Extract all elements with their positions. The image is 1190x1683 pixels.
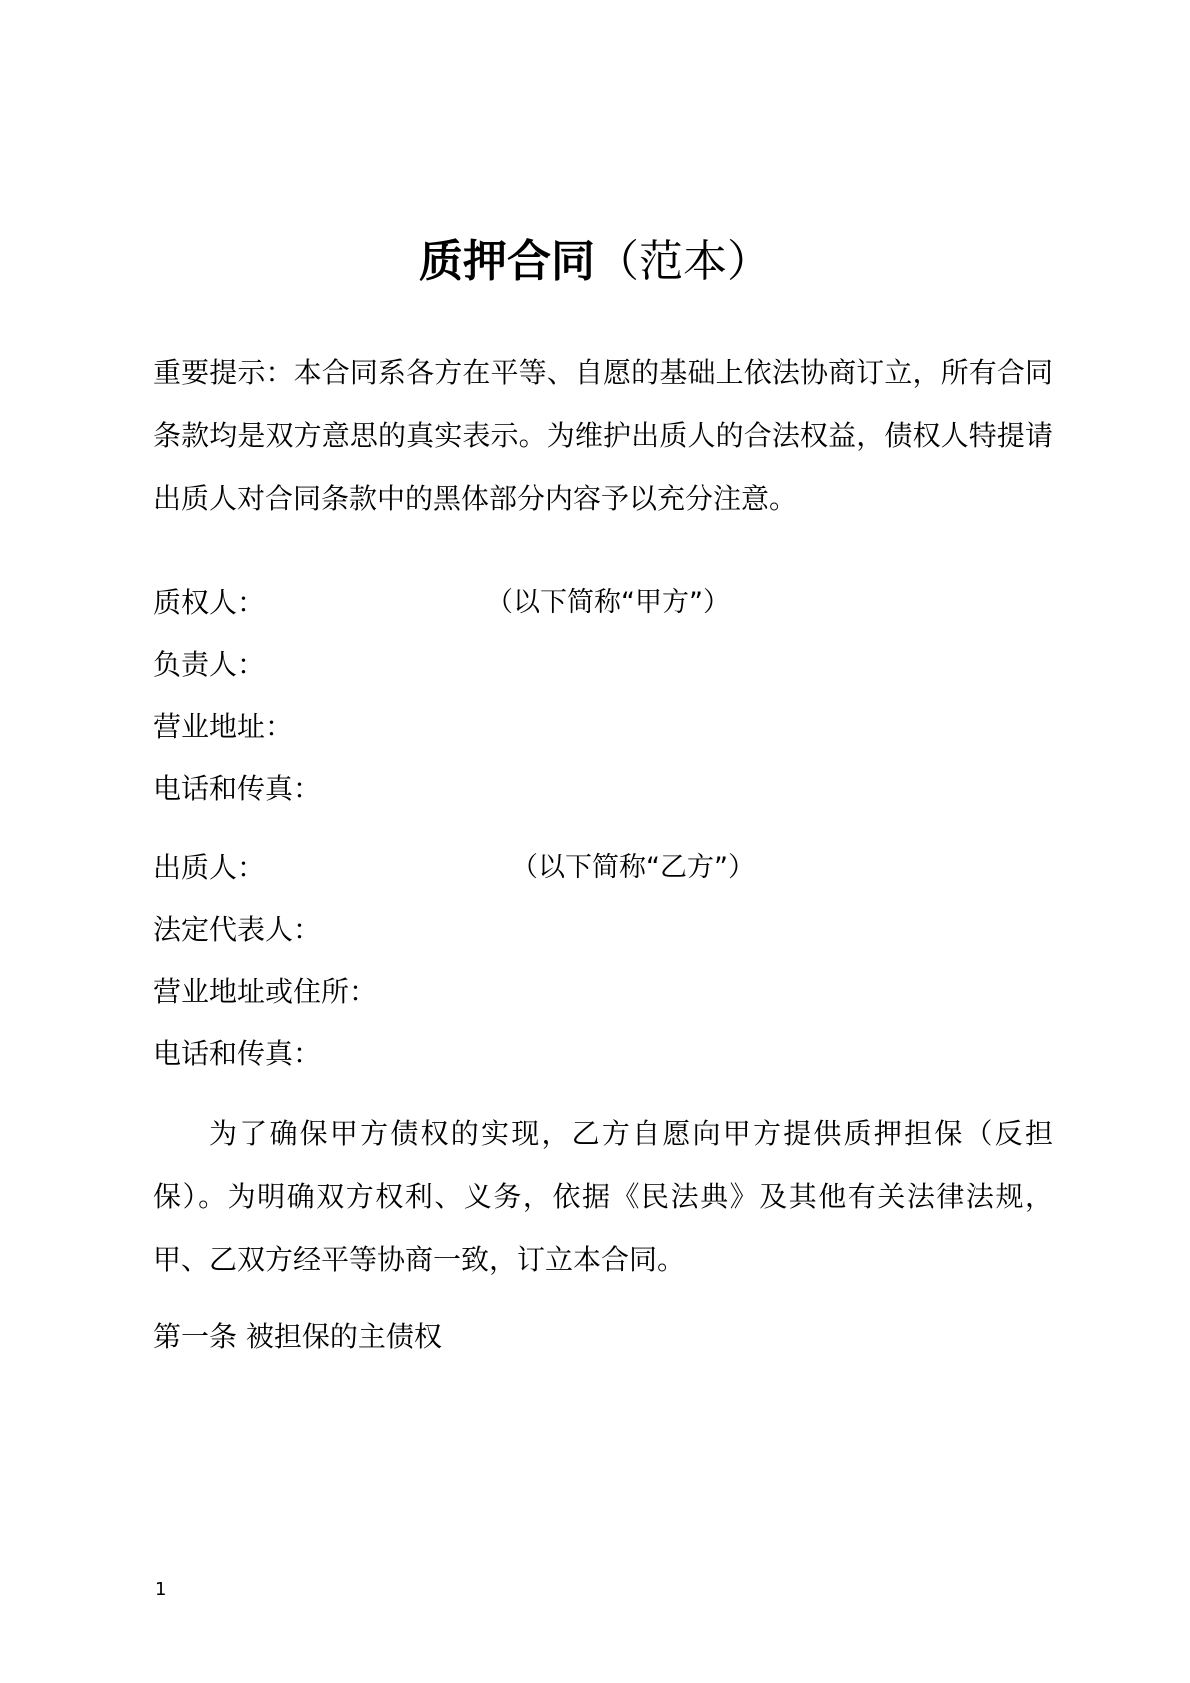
title-main: 质押合同 xyxy=(419,236,595,287)
party-a-responsible-person: 负责人： xyxy=(153,648,266,681)
party-a-phone-fax: 电话和传真： xyxy=(153,772,322,805)
party-b-phone-fax: 电话和传真： xyxy=(153,1037,322,1070)
party-a-business-address: 营业地址： xyxy=(153,710,294,743)
article-1-heading: 第一条 被担保的主债权 xyxy=(153,1320,442,1353)
party-b-label: 出质人： xyxy=(153,851,266,884)
party-b-alias: （以下简称“乙方”） xyxy=(511,852,755,883)
title-sub: （范本） xyxy=(595,236,771,287)
page-number: 1 xyxy=(155,1579,167,1600)
party-a-alias: （以下简称“甲方”） xyxy=(486,587,730,618)
important-notice: 重要提示：本合同系各方在平等、自愿的基础上依法协商订立，所有合同条款均是双方意思的真实表示。为维护出质人的合法权益，债权人特提请出质人对合同条款中的黑体部分内容予以充分注意。 xyxy=(153,356,1053,515)
party-b-legal-representative: 法定代表人： xyxy=(153,913,322,946)
party-a-label: 质权人： xyxy=(153,586,266,619)
party-b-address: 营业地址或住所： xyxy=(153,975,378,1008)
document-title xyxy=(0,232,1190,292)
preamble-paragraph: 为了确保甲方债权的实现，乙方自愿向甲方提供质押担保（反担保）。为明确双方权利、义务，依据《民法典》及其他有关法律法规，甲、乙双方经平等协商一致，订立本合同。 xyxy=(153,1117,1053,1276)
